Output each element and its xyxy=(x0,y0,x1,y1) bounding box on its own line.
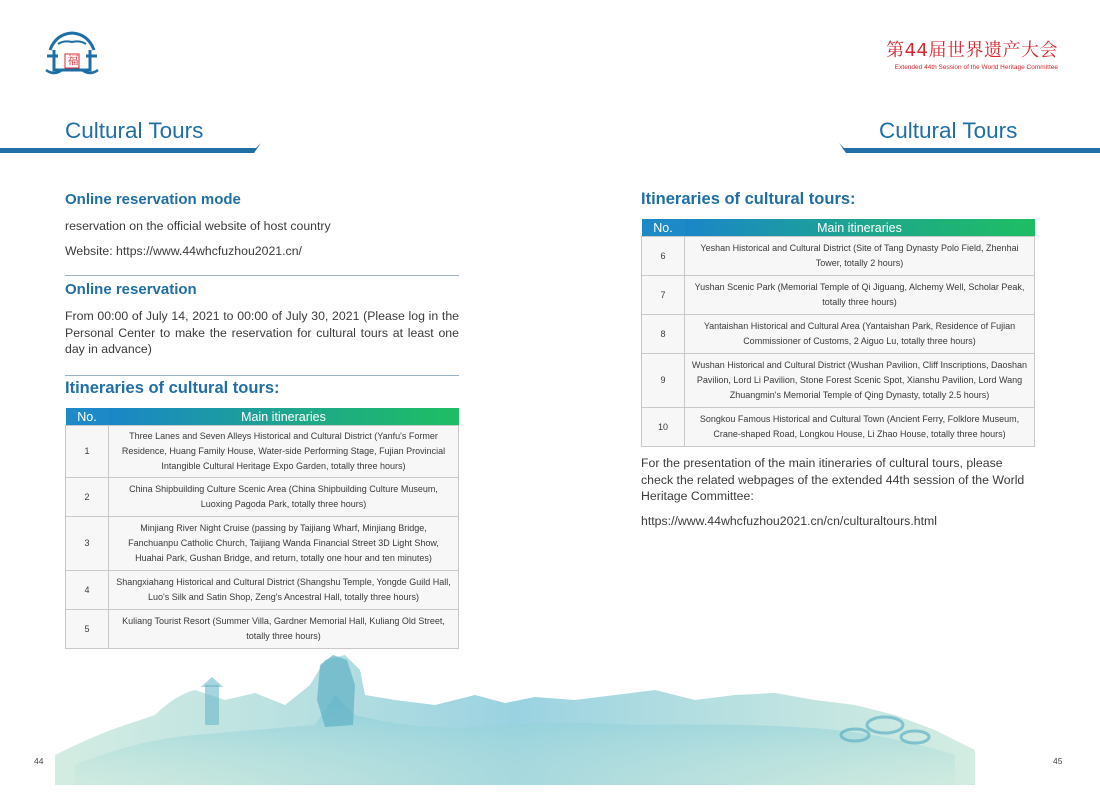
right-title-underline xyxy=(838,143,1100,155)
table-row xyxy=(642,276,1035,315)
itineraries-heading-left: Itineraries of cultural tours: xyxy=(65,379,280,397)
table-row xyxy=(66,571,459,610)
itineraries-table-right xyxy=(641,219,1035,447)
row-number: 9 xyxy=(642,354,685,408)
column-header-main: Main itineraries xyxy=(685,219,1035,237)
online-reservation-heading: Online reservation xyxy=(65,281,197,298)
row-number: 2 xyxy=(66,478,109,517)
row-itinerary: Yeshan Historical and Cultural District (Site of Tang Dynasty Polo Field, Zhenhai Tower, totally 2 hours) xyxy=(685,237,1035,276)
page-number-left: 44 xyxy=(34,756,44,766)
landscape-illustration xyxy=(55,655,975,785)
right-section-title: Cultural Tours xyxy=(879,118,1018,143)
column-header-main: Main itineraries xyxy=(109,408,459,426)
row-number: 6 xyxy=(642,237,685,276)
row-number: 5 xyxy=(66,610,109,649)
table-row xyxy=(66,517,459,571)
page-number-right: 45 xyxy=(1053,756,1063,766)
row-itinerary: Kuliang Tourist Resort (Summer Villa, Gardner Memorial Hall, Kuliang Old Street, totally three hours) xyxy=(109,610,459,649)
reservation-mode-line1: reservation on the official website of host country xyxy=(65,219,331,233)
row-itinerary: Yantaishan Historical and Cultural Area (Yantaishan Park, Residence of Fujian Commissioner of Customs, 2 Aiguo Lu, totally three hours) xyxy=(685,315,1035,354)
row-number: 1 xyxy=(66,426,109,478)
row-number: 4 xyxy=(66,571,109,610)
row-itinerary: Songkou Famous Historical and Cultural Town (Ancient Ferry, Folklore Museum, Crane-shaped Road, Longkou House, Li Zhao House, totally three hours) xyxy=(685,408,1035,447)
divider xyxy=(65,375,459,376)
table-row xyxy=(66,426,459,478)
table-header-row xyxy=(66,408,459,426)
row-itinerary: China Shipbuilding Culture Scenic Area (China Shipbuilding Culture Museum, Luoxing Pagoda Park, totally three hours) xyxy=(109,478,459,517)
row-number: 7 xyxy=(642,276,685,315)
brand-title-en: Extended 44th Session of the World Heritage Committee xyxy=(894,64,1058,71)
table-row xyxy=(642,315,1035,354)
divider xyxy=(65,275,459,276)
cultural-tours-link[interactable]: https://www.44whcfuzhou2021.cn/cn/culturaltours.html xyxy=(641,514,937,528)
row-itinerary: Shangxiahang Historical and Cultural District (Shangshu Temple, Yongde Guild Hall, Luo's Silk and Satin Shop, Zeng's Ancestral Hall, totally three hours) xyxy=(109,571,459,610)
table-row xyxy=(642,354,1035,408)
row-number: 10 xyxy=(642,408,685,447)
left-title-underline xyxy=(0,143,262,155)
itineraries-table-left xyxy=(65,408,459,649)
logo-character: 福 xyxy=(67,54,79,67)
fuzhou-logo xyxy=(44,30,100,78)
brand-title-cn: 第44届世界遗产大会 xyxy=(886,40,1058,61)
row-itinerary: Yushan Scenic Park (Memorial Temple of Qi Jiguang, Alchemy Well, Scholar Peak, totally three hours) xyxy=(685,276,1035,315)
row-number: 8 xyxy=(642,315,685,354)
table-row xyxy=(642,237,1035,276)
left-section-title: Cultural Tours xyxy=(65,118,204,143)
row-itinerary: Three Lanes and Seven Alleys Historical and Cultural District (Yanfu's Former Residence, Huang Family House, Water-side Performing Stage, Fujian Provincial Intangible Cultural Heritage Expo Garden, totally three hours) xyxy=(109,426,459,478)
table-row xyxy=(642,408,1035,447)
reservation-website: Website: https://www.44whcfuzhou2021.cn/ xyxy=(65,244,302,258)
row-itinerary: Minjiang River Night Cruise (passing by Taijiang Wharf, Minjiang Bridge, Fanchuanpu Catholic Church, Taijiang Wanda Financial Street 3D Light Show, Huahai Park, Gushan Bridge, and return, totally one hour and ten minutes) xyxy=(109,517,459,571)
column-header-no: No. xyxy=(66,408,109,426)
row-itinerary: Wushan Historical and Cultural District (Wushan Pavilion, Cliff Inscriptions, Daoshan Pavilion, Lord Li Pavilion, Stone Forest Scenic Spot, Xianshu Pavilion, Lord Wang Zhuangmin's Memorial Temple of Qing Dynasty, totally 2.5 hours) xyxy=(685,354,1035,408)
online-reservation-text: From 00:00 of July 14, 2021 to 00:00 of July 30, 2021 (Please log in the Personal Center to make the reservation for cultural tours at least one day in advance) xyxy=(65,309,459,357)
itineraries-heading-right: Itineraries of cultural tours: xyxy=(641,190,856,208)
table-row xyxy=(66,610,459,649)
brand-block xyxy=(886,36,1058,71)
row-number: 3 xyxy=(66,517,109,571)
column-header-no: No. xyxy=(642,219,685,237)
table-header-row xyxy=(642,219,1035,237)
table-row xyxy=(66,478,459,517)
webpage-note: For the presentation of the main itineraries of cultural tours, please check the related webpages of the extended 44th session of the World Heritage Committee: xyxy=(641,456,1025,504)
reservation-mode-heading: Online reservation mode xyxy=(65,191,241,208)
